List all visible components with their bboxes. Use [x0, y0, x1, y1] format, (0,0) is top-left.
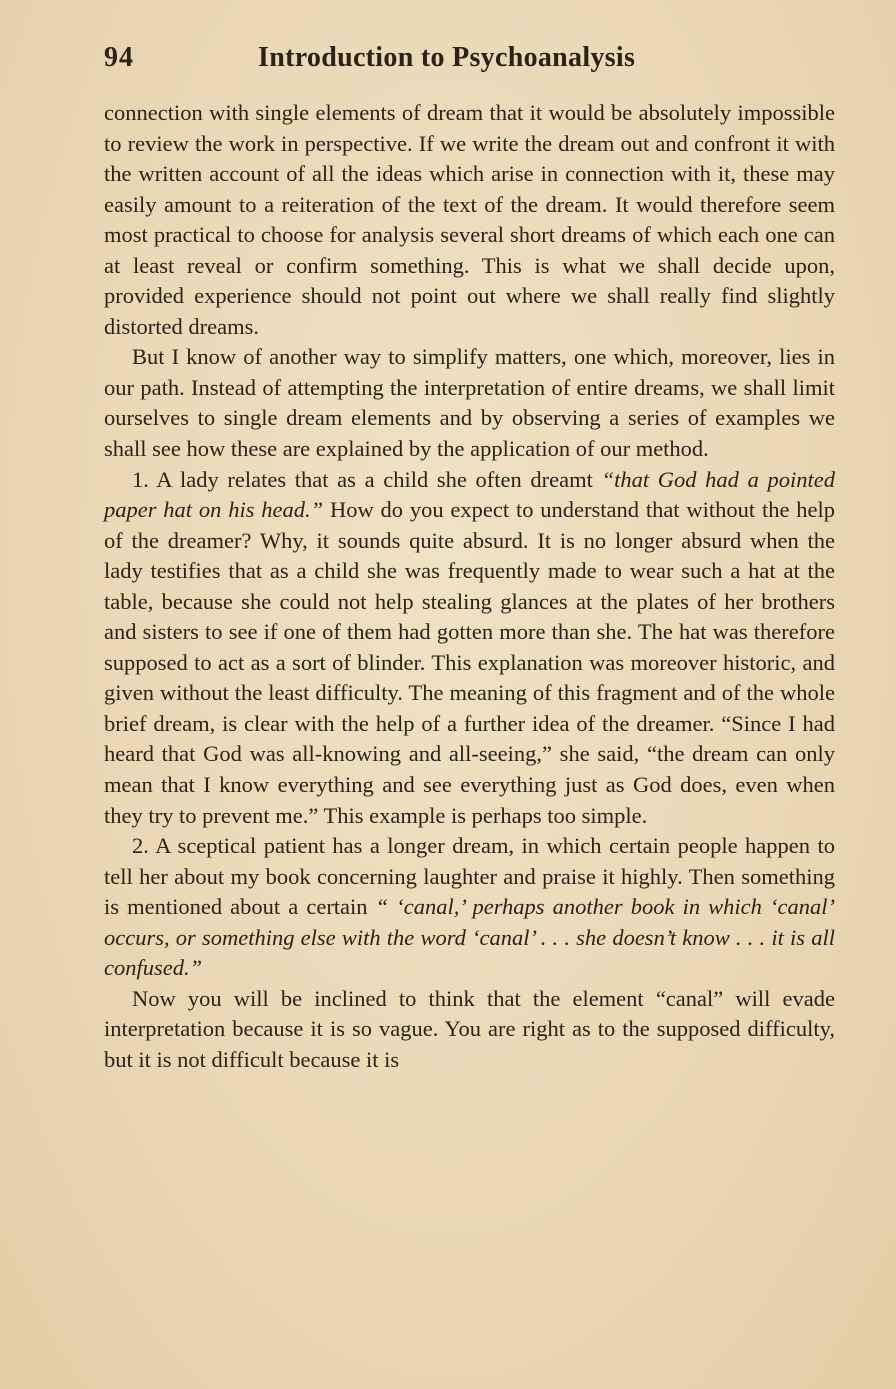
dream-quote: “that God had a pointed paper hat on his head.” — [104, 466, 835, 523]
paragraph-canal — [104, 984, 835, 1076]
page-header — [104, 38, 834, 82]
running-title: Introduction to Psychoanalysis — [258, 42, 636, 73]
paragraph-text: connection with single elements of dream that it would be absolutely impossible to review the work in perspective. If we write the dream out and confront it with the written account of all the ideas which arise in connection with it, these may easily amount to a reiteration of the text of the dream. It would therefore seem most practical to choose for analysis several short dreams of which each one can at least reveal or confirm something. This is what we shall decide upon, provided experience should not point out where we shall really find slightly distorted dreams. — [104, 100, 835, 339]
paragraph-example-1 — [104, 465, 835, 832]
paragraph-text: 2. A sceptical patient has a longer dream, in which certain people happen to tell her about my book concerning laughter and praise it highly. Then something is mentioned about a certain — [104, 833, 835, 920]
page-body — [104, 98, 835, 1076]
paragraph-text: How do you expect to understand that without the help of the dreamer? Why, it sounds quite absurd. It is no longer absurd when the lady testifies that as a child she was frequently made to wear such a hat at the table, because she could not help stealing glances at the plates of her brothers and sisters to see if one of them had gotten more than she. The hat was therefore supposed to act as a sort of blinder. This explanation was moreover historic, and given without the least difficulty. The meaning of this fragment and of the whole brief dream, is clear with the help of a further idea of the dreamer. “Since I had heard that God was all-knowing and all-seeing,” she said, “the dream can only mean that I know everything and see everything just as God does, even when they try to prevent me.” This example is perhaps too simple. — [104, 497, 835, 828]
paragraph-continuation — [104, 98, 835, 342]
paragraph-text: But I know of another way to simplify matters, one which, moreover, lies in our path. Instead of attempting the interpretation of entire dreams, we shall limit ourselves to single dream elements and by observing a series of examples we shall see how these are explained by the application of our method. — [104, 344, 835, 462]
dream-quote: “ ‘canal,’ perhaps another book in which ‘canal’ occurs, or something else with the word ‘canal’ . . . she doesn’t know . . . it is all confused.” — [104, 894, 835, 981]
paragraph-text: Now you will be inclined to think that the element “canal” will evade interpretation because it is so vague. You are right as to the supposed difficulty, but it is not difficult because it is — [104, 985, 835, 1072]
page-number: 94 — [104, 42, 134, 73]
paragraph-text: 1. A lady relates that as a child she often dreamt — [132, 466, 602, 492]
paragraph-example-2 — [104, 831, 835, 984]
paragraph-simplify — [104, 342, 835, 464]
